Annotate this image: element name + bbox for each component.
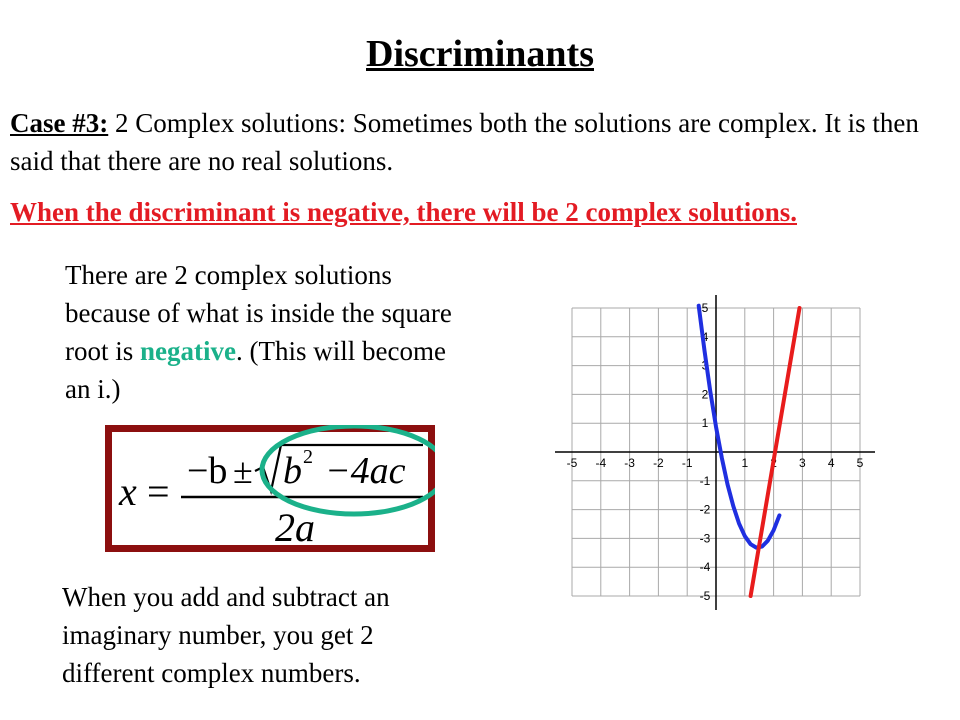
x-tick-label: -3	[624, 456, 635, 470]
quadratic-formula-box	[105, 425, 435, 552]
explanation-before: There are 2 complex solutions because of what is inside the square root is	[65, 260, 452, 366]
x-tick-label: -1	[681, 456, 693, 470]
x-tick-label: 3	[799, 456, 806, 470]
y-tick-label: -3	[699, 531, 711, 546]
x-tick-label: 1	[741, 456, 749, 470]
x-tick-label: 5	[856, 456, 864, 470]
slide-title: Discriminants	[366, 33, 594, 75]
y-tick-label: 1	[701, 416, 709, 431]
series-parabola	[699, 306, 780, 548]
formula-lhs: x	[119, 469, 137, 514]
x-tick-label: 2	[770, 456, 777, 470]
quadratic-formula	[105, 425, 435, 552]
y-tick-label: -1	[699, 473, 711, 488]
x-tick-labels	[567, 456, 864, 470]
y-tick-label: 2	[701, 387, 709, 402]
graph-series	[699, 306, 800, 596]
case-text: 2 Complex solutions: Sometimes both the solutions are complex. It is then said that there are no real solutions.	[10, 108, 919, 176]
explanation-after: . (This will become an i.)	[65, 336, 446, 404]
y-tick-label: -2	[699, 502, 711, 517]
closing-text: When you add and subtract an imaginary number, you get 2 different complex numbers.	[62, 582, 390, 688]
x-tick-label: -5	[566, 456, 578, 470]
formula-minus-4ac: −4ac	[325, 450, 406, 492]
graph-axes	[555, 295, 875, 610]
y-tick-label: -4	[699, 560, 711, 575]
negative-highlight: negative	[140, 336, 236, 366]
formula-exponent: 2	[303, 446, 313, 468]
formula-b: b	[283, 450, 302, 492]
formula-denominator: 2a	[275, 505, 315, 550]
quadratic-graph	[555, 295, 875, 610]
x-tick-label: -2	[653, 456, 664, 470]
case-label: Case #3:	[10, 108, 109, 138]
explanation-text	[65, 256, 465, 408]
x-tick-label: -4	[595, 456, 607, 470]
x-tick-label: 4	[827, 456, 835, 470]
y-tick-label: 3	[701, 358, 709, 373]
formula-equals: =	[147, 469, 170, 514]
case-description	[10, 104, 940, 180]
formula-plus-minus: ±	[233, 451, 253, 491]
y-tick-label: 5	[701, 301, 709, 315]
discriminant-rule: When the discriminant is negative, there will be 2 complex solutions.	[10, 197, 797, 227]
y-tick-label: 4	[701, 329, 709, 344]
formula-minus-b: −b	[187, 450, 228, 492]
y-tick-label: -5	[699, 589, 711, 603]
